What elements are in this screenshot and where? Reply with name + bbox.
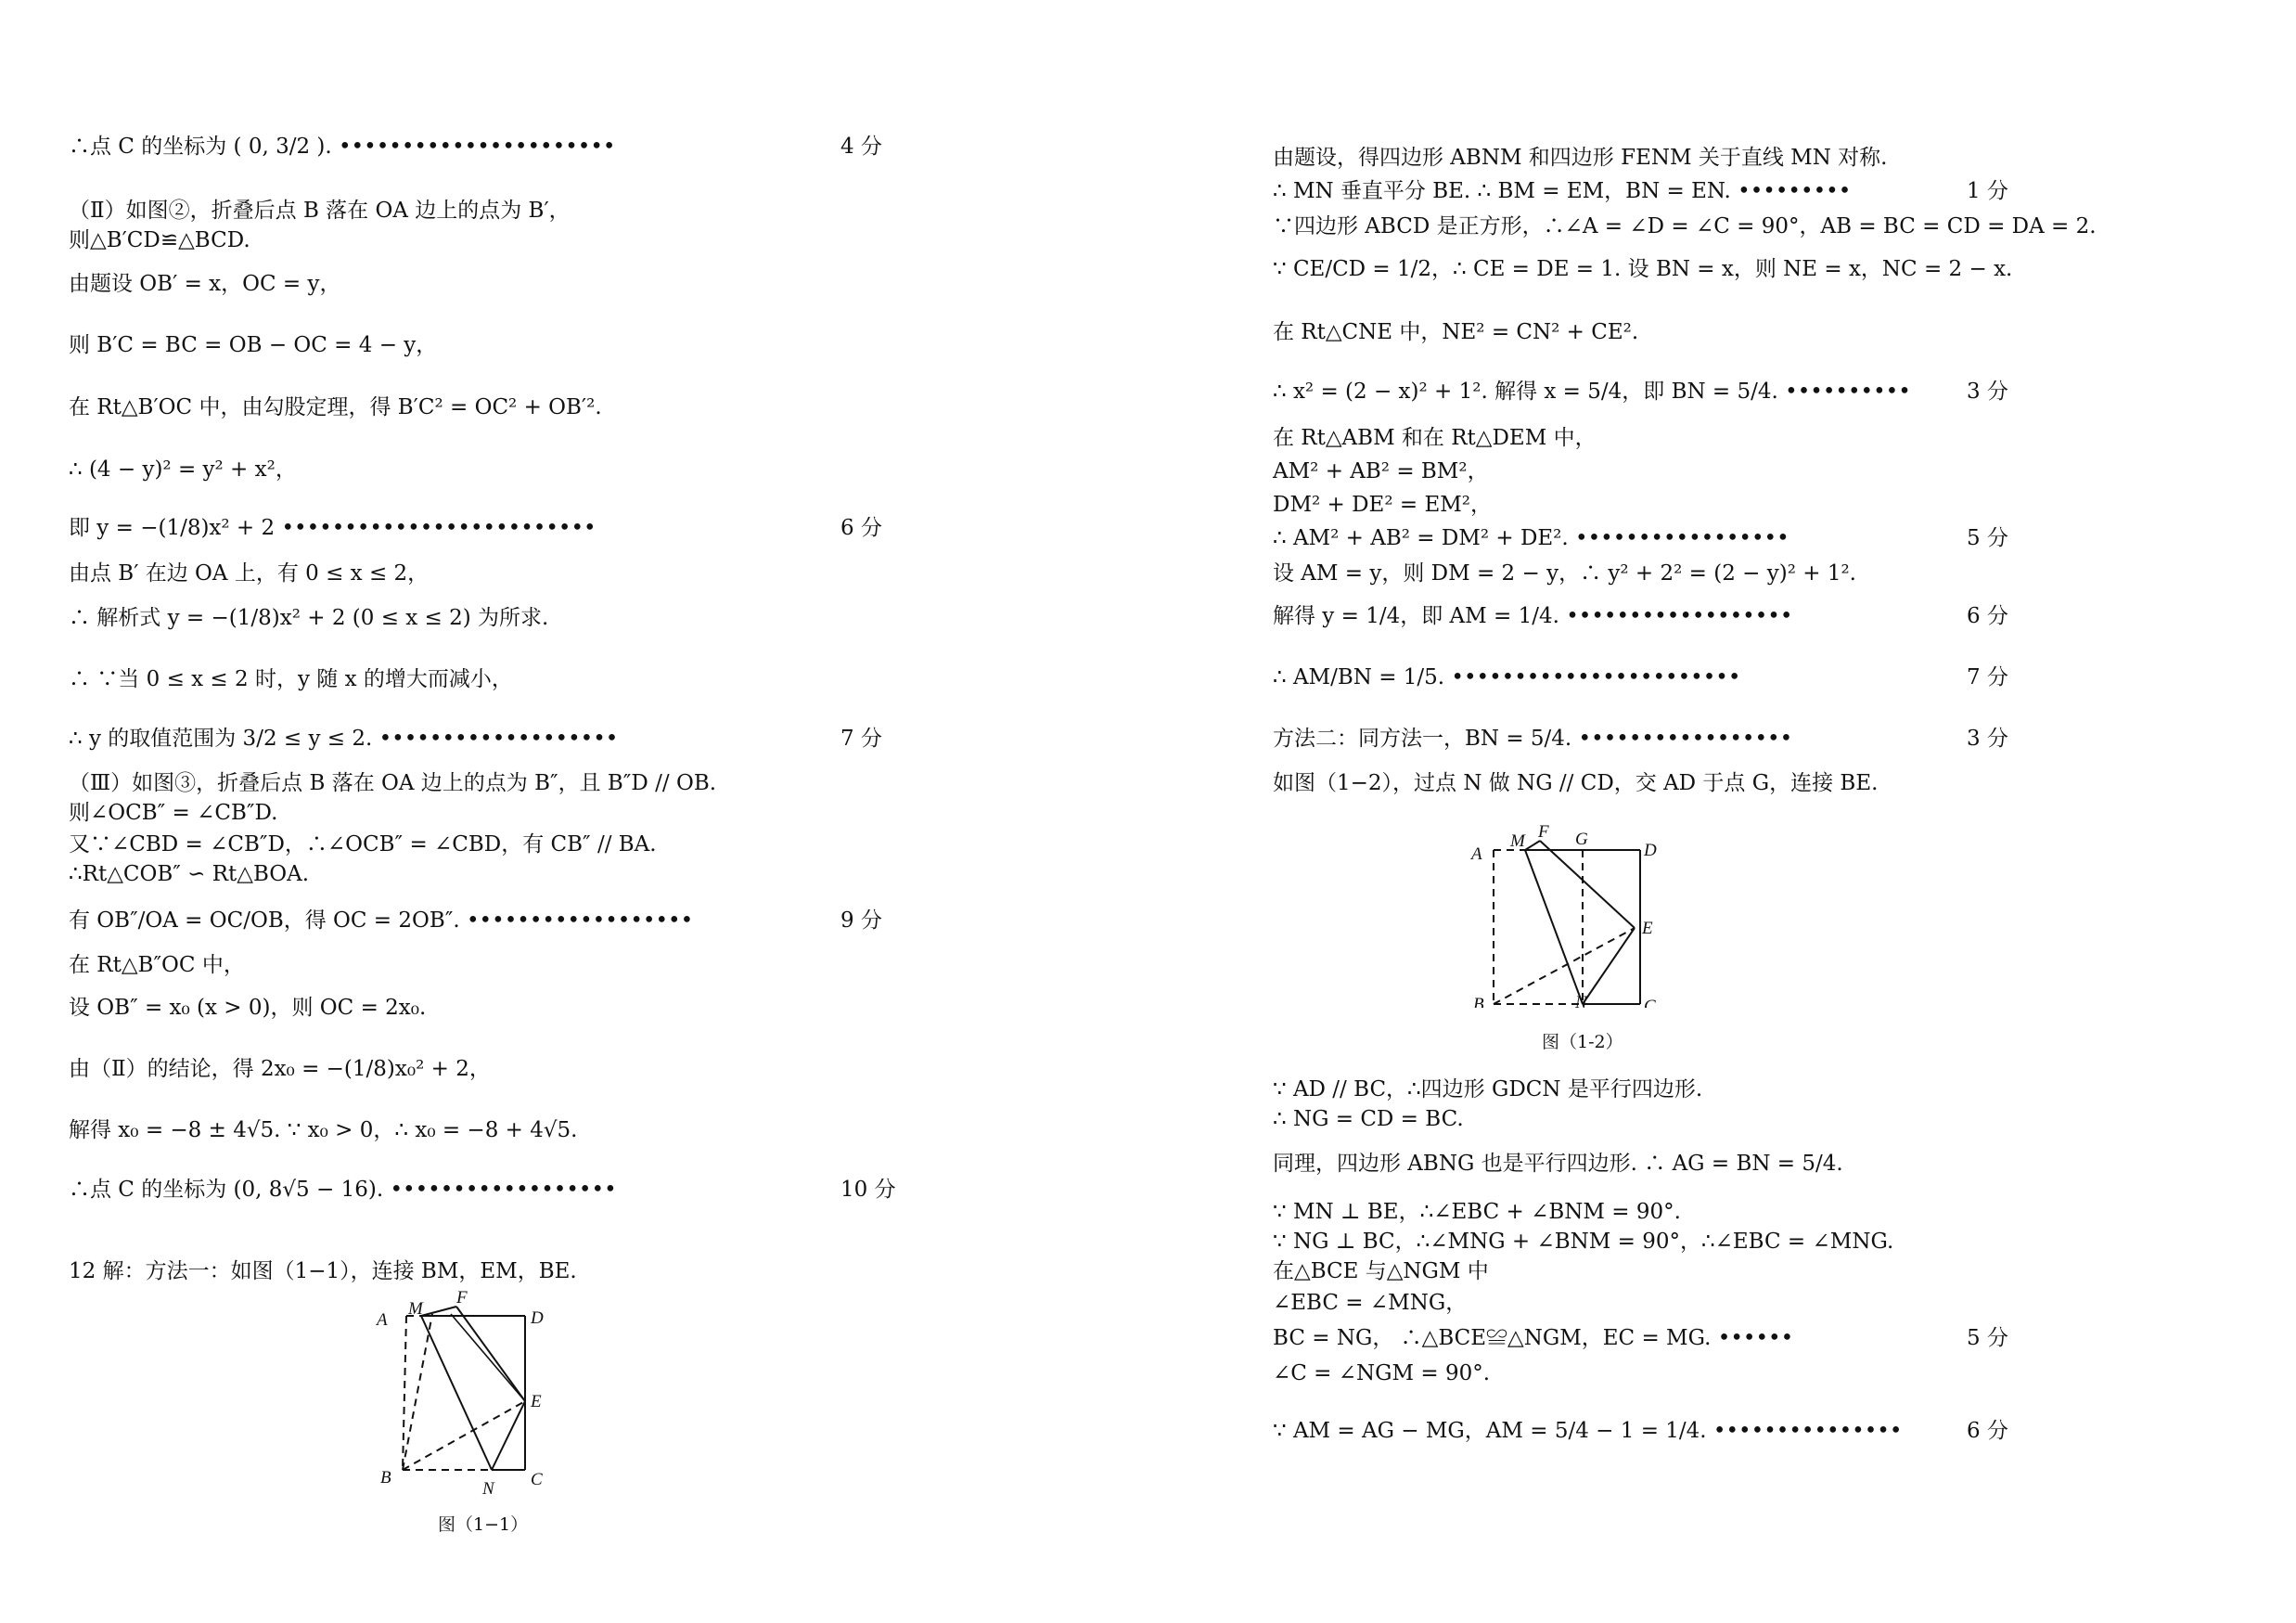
text-line: ∴ AM/BN = 1/5. ••••••••••••••••••••••• — [1273, 665, 1741, 689]
text-line: 由（Ⅱ）的结论，得 2x₀ = −(1/8)x₀² + 2， — [69, 1057, 491, 1081]
text-line: ∵ CE/CD = 1/2，∴ CE = DE = 1. 设 BN = x，则 NE = x，NC = 2 − x. — [1273, 257, 2013, 281]
geometry-diagram — [1458, 822, 1681, 1008]
score-label: 3 分 — [1967, 727, 2008, 751]
text-line: DM² + DE² = EM²， — [1273, 493, 1493, 517]
text-line: ∵ AM = AG − MG，AM = 5/4 − 1 = 1/4. ••••••••••••••• — [1273, 1419, 1903, 1443]
figure-1-1 — [371, 1288, 649, 1514]
text-line: 在△BCE 与△NGM 中 — [1273, 1259, 1489, 1283]
figure-1-2 — [1458, 822, 1681, 1011]
text-line: 又∵∠CBD = ∠CB″D，∴∠OCB″ = ∠CBD，有 CB″ // BA. — [69, 832, 657, 857]
text-line: ∴ x² = (2 − x)² + 1². 解得 x = 5/4，即 BN = 5/4. •••••••••• — [1273, 380, 1911, 404]
text-line: ∴ (4 − y)² = y² + x²， — [69, 457, 297, 482]
figure-label: D — [531, 1308, 544, 1328]
figure-caption: 图（1-2） — [1542, 1032, 1623, 1052]
text-line: 同理，四边形 ABNG 也是平行四边形. ∴ AG = BN = 5/4. — [1273, 1152, 1843, 1176]
text-line: 解得 y = 1/4，即 AM = 1/4. •••••••••••••••••• — [1273, 604, 1793, 628]
figure-label: A — [377, 1310, 388, 1330]
text-line: 如图（1−2），过点 N 做 NG // CD，交 AD 于点 G，连接 BE. — [1273, 771, 1879, 795]
text-line: 有 OB″/OA = OC/OB，得 OC = 2OB″. •••••••••••••••••• — [69, 908, 694, 933]
score-label: 5 分 — [1967, 1326, 2008, 1350]
text-line: ∵ MN ⊥ BE，∴∠EBC + ∠BNM = 90°. — [1273, 1200, 1681, 1224]
score-label: 3 分 — [1967, 380, 2008, 404]
text-line: 在 Rt△ABM 和在 Rt△DEM 中， — [1273, 426, 1597, 450]
figure-label: C — [1644, 997, 1656, 1008]
text-line: 在 Rt△B′OC 中，由勾股定理，得 B′C² = OC² + OB′². — [69, 395, 602, 419]
text-line: 设 OB″ = x₀ (x > 0)，则 OC = 2x₀. — [69, 996, 427, 1020]
text-line: （Ⅱ）如图②，折叠后点 B 落在 OA 边上的点为 B′， — [69, 199, 571, 223]
figure-label: F — [1538, 822, 1549, 842]
geometry-diagram — [371, 1288, 649, 1511]
figure-label: B — [380, 1468, 391, 1488]
text-line: ∴ AM² + AB² = DM² + DE². ••••••••••••••••• — [1273, 526, 1789, 550]
score-label: 7 分 — [1967, 665, 2008, 689]
figure-caption: 图（1−1） — [438, 1514, 529, 1535]
text-line: 则∠OCB″ = ∠CB″D. — [69, 801, 278, 825]
figure-label: B — [1473, 995, 1484, 1008]
text-line: ∵四边形 ABCD 是正方形，∴∠A = ∠D = ∠C = 90°，AB = BC = CD = DA = 2. — [1273, 214, 2097, 238]
score-label: 10 分 — [840, 1178, 896, 1202]
figure-label: C — [531, 1470, 543, 1489]
text-line: 解得 x₀ = −8 ± 4√5. ∵ x₀ > 0，∴ x₀ = −8 + 4√5. — [69, 1118, 578, 1142]
text-line: ∴Rt△COB″ ∽ Rt△BOA. — [69, 862, 310, 886]
score-label: 9 分 — [840, 908, 882, 933]
text-line: 由点 B′ 在边 OA 上，有 0 ≤ x ≤ 2， — [69, 561, 430, 586]
score-label: 6 分 — [840, 516, 882, 540]
text-line: 方法二：同方法一，BN = 5/4. ••••••••••••••••• — [1273, 727, 1793, 751]
text-line: ∴ MN 垂直平分 BE. ∴ BM = EM，BN = EN. ••••••••• — [1273, 179, 1852, 203]
text-line: 则△B′CD≌△BCD. — [69, 228, 250, 252]
figure-label: M — [408, 1299, 423, 1319]
text-line: ∴ ∵当 0 ≤ x ≤ 2 时，y 随 x 的增大而减小， — [69, 667, 513, 691]
score-label: 4 分 — [840, 135, 882, 159]
score-label: 5 分 — [1967, 526, 2008, 550]
score-label: 6 分 — [1967, 1419, 2008, 1443]
text-line: ∴ 解析式 y = −(1/8)x² + 2 (0 ≤ x ≤ 2) 为所求. — [69, 606, 549, 630]
figure-label: A — [1471, 844, 1482, 864]
text-line: ∴点 C 的坐标为 (0, 8√5 − 16). •••••••••••••••••• — [69, 1178, 617, 1202]
text-line: BC = NG， ∴△BCE≌△NGM，EC = MG. •••••• — [1273, 1326, 1794, 1350]
figure-label: M — [1510, 831, 1525, 851]
text-line: ∵ AD // BC，∴四边形 GDCN 是平行四边形. — [1273, 1077, 1703, 1101]
text-line: AM² + AB² = BM²， — [1273, 459, 1489, 483]
text-line: ∴点 C 的坐标为 ( 0, 3/2 ). •••••••••••••••••••••• — [69, 135, 616, 159]
score-label: 6 分 — [1967, 604, 2008, 628]
text-line: 由题设，得四边形 ABNM 和四边形 FENM 关于直线 MN 对称. — [1273, 146, 1888, 170]
text-line: 由题设 OB′ = x，OC = y， — [69, 272, 341, 296]
figure-label: E — [531, 1392, 542, 1411]
text-line: 在 Rt△CNE 中，NE² = CN² + CE². — [1273, 320, 1639, 344]
text-line: ∠C = ∠NGM = 90°. — [1273, 1361, 1491, 1385]
text-line: 在 Rt△B″OC 中， — [69, 953, 245, 977]
figure-label: D — [1644, 841, 1657, 860]
text-line: 12 解：方法一：如图（1−1），连接 BM，EM，BE. — [69, 1259, 577, 1283]
text-line: ∴ NG = CD = BC. — [1273, 1107, 1464, 1131]
figure-label: N — [482, 1479, 494, 1499]
figure-label: N — [1575, 993, 1587, 1008]
text-line: ∴ y 的取值范围为 3/2 ≤ y ≤ 2. ••••••••••••••••••• — [69, 727, 619, 751]
text-line: ∵ NG ⊥ BC，∴∠MNG + ∠BNM = 90°，∴∠EBC = ∠MNG. — [1273, 1230, 1894, 1254]
figure-label: F — [456, 1288, 468, 1307]
text-line: （Ⅲ）如图③，折叠后点 B 落在 OA 边上的点为 B″，且 B″D // OB. — [69, 771, 717, 795]
score-label: 7 分 — [840, 727, 882, 751]
text-line: 即 y = −(1/8)x² + 2 ••••••••••••••••••••••••• — [69, 516, 596, 540]
text-line: ∠EBC = ∠MNG， — [1273, 1291, 1468, 1315]
text-line: 则 B′C = BC = OB − OC = 4 − y， — [69, 333, 438, 357]
score-label: 1 分 — [1967, 179, 2008, 203]
figure-label: G — [1575, 830, 1588, 849]
figure-label: E — [1642, 919, 1653, 938]
text-line: 设 AM = y，则 DM = 2 − y，∴ y² + 2² = (2 − y)² + 1². — [1273, 561, 1856, 586]
